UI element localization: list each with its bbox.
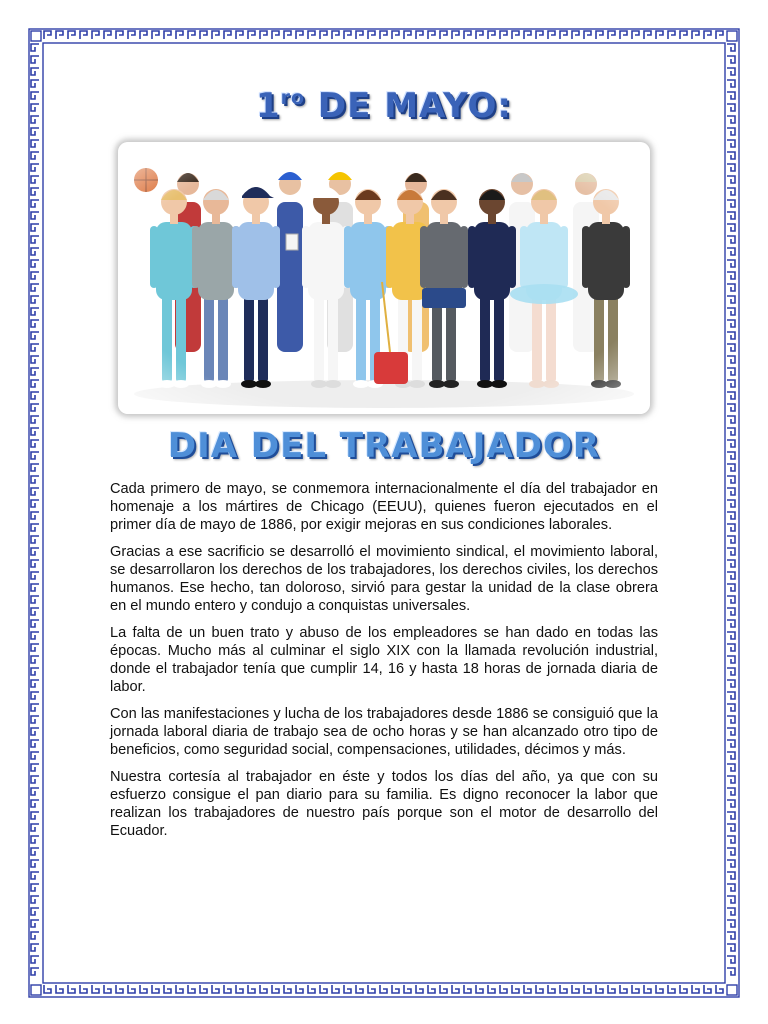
article-body: [110, 480, 658, 849]
paragraph-3: La falta de un buen trato y abuso de los empleadores se han dado en todas las épocas. Mucho más al culminar el siglo XIX con la llamada revolución industrial, donde el trabajador tenía que cumplir 14, 16 y hasta 18 horas de jornada diaria de labor.: [110, 625, 658, 695]
paragraph-5: Nuestra cortesía al trabajador en éste y todos los días del año, ya que con su esfuerzo consigue el pan diario para su familia. Es digno reconocer la labor que realizan los trabajadores de nuestro país porque son el motor de desarrollo del Ecuador.: [110, 769, 658, 839]
workers-group-photo: [118, 142, 650, 414]
title-dia-del-trabajador: DIA DEL TRABAJADOR: [167, 426, 601, 466]
paragraph-4: Con las manifestaciones y lucha de los trabajadores desde 1886 se consiguió que la jornada laboral diaria de trabajo sea de ocho horas y se han alcanzado otro tipo de beneficios, como seguridad social, compensaciones, utilidades, décimos y más.: [110, 706, 658, 758]
paragraph-1: Cada primero de mayo, se conmemora internacionalmente el día del trabajador en homenaje a los mártires de Chicago (EEUU), quienes fueron ejecutados en el primer día de mayo de 1886, por exigir mejoras en sus condiciones laborales.: [110, 481, 658, 533]
paragraph-2: Gracias a ese sacrificio se desarrolló el movimiento sindical, el movimiento laboral, se desarrollaron los derechos de los trabajadores, los derechos civiles, los derechos humanos. Ese hecho, tan doloroso, sirvió para gestar la unidad de la clase obrera en el mundo entero y condujo a conquistas universales.: [110, 544, 658, 614]
title-primero-de-mayo: $1^{ro}$ DE MAYO:: [255, 86, 513, 126]
